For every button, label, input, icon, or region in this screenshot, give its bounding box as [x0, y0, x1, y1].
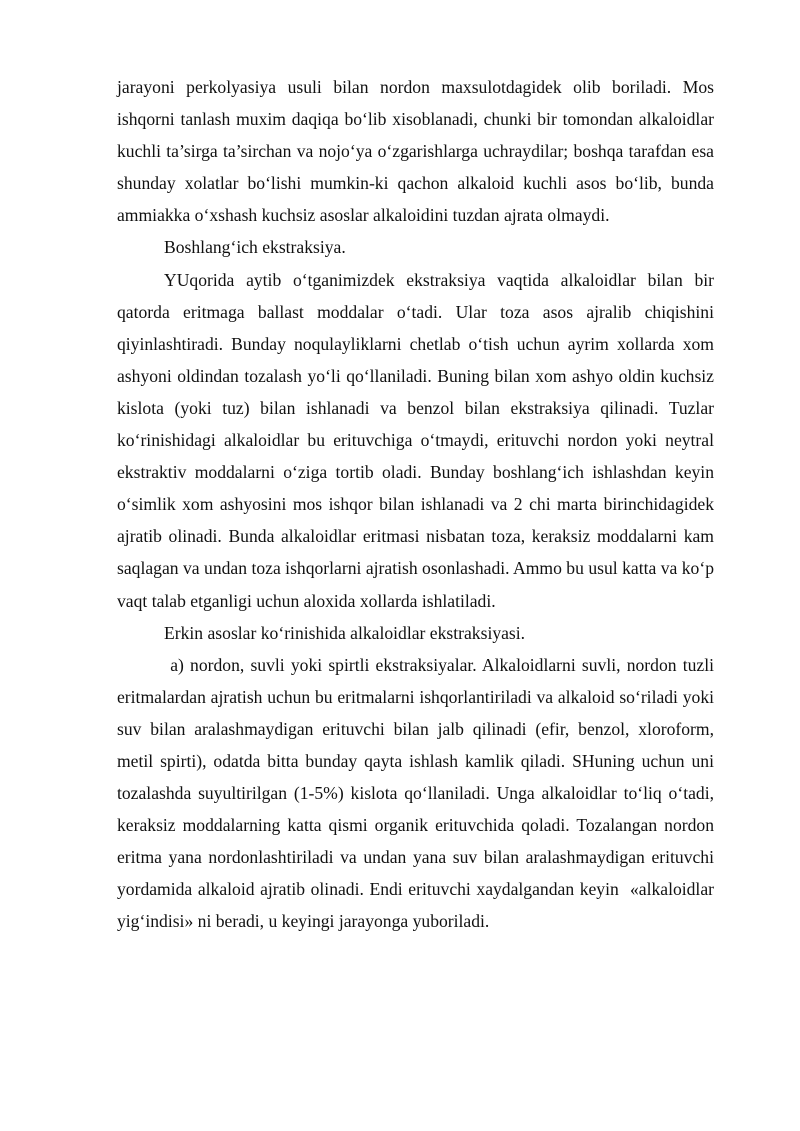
section-heading: Boshlang‘ich ekstraksiya. — [164, 237, 346, 258]
body-paragraph: YUqorida aytib o‘tganimizdek ekstraksiya vaqtida alkaloidlar bilan bir qatorda eritmaga ballast moddalar o‘tadi. Ular toza asos ajralib chiqishini qiyinlashtiradi. Bunday noqulayliklarni chetlab o‘tish uchun ayrim xollarda xom ashyoni oldindan tozalash yo‘li qo‘llaniladi. Buning bilan xom ashyo oldin kuchsiz kislota (yoki tuz) bilan ishlanadi va benzol bilan ekstraksiya qilinadi. Tuzlar ko‘rinishidagi alkaloidlar bu erituvchiga o‘tmaydi, erituvchi nordon yoki neytral ekstraktiv moddalarni o‘ziga tortib oladi. Bunday boshlang‘ich ishlashdan keyin o‘simlik xom ashyosini mos ishqor bilan ishlanadi va 2 chi marta birinchidagidek ajratib olinadi. Bunda alkaloidlar eritmasi nisbatan toza, keraksiz moddalarni kam saqlagan va undan toza ishqorlarni ajratish osonlashadi. Ammo bu usul katta va ko‘p vaqt talab etganligi uchun aloxida xollarda ishlatiladi. — [117, 269, 714, 611]
section-heading: Erkin asoslar ko‘rinishida alkaloidlar ekstraksiyasi. — [164, 622, 526, 643]
body-paragraph: jarayoni perkolyasiya usuli bilan nordon maxsulotdagidek olib boriladi. Mos ishqorni tanlash muxim daqiqa bo‘lib xisoblanadi, chunki bir tomondan alkaloidlar kuchli ta’sirga ta’sirchan va nojo‘ya o‘zgarishlarga uchraydilar; boshqa tarafdan esa shunday xolatlar bo‘lishi mumkin-ki qachon alkaloid kuchli asos bo‘lib, bunda ammiakka o‘xshash kuchsiz asoslar alkaloidini tuzdan ajrata olmaydi. — [117, 77, 714, 226]
document-body — [117, 71, 719, 938]
body-paragraph: a) nordon, suvli yoki spirtli ekstraksiyalar. Alkaloidlarni suvli, nordon tuzli eritmalardan ajratish uchun bu eritmalarni ishqorlantiriladi va alkaloid so‘riladi yoki suv bilan aralashmaydigan erituvchi bilan jalb qilinadi (efir, benzol, xloroform, metil spirti), odatda bitta bunday qayta ishlash kamlik qiladi. SHuning uchun uni tozalashda suyultirilgan (1-5%) kislota qo‘llaniladi. Unga alkaloidlar to‘liq o‘tadi, keraksiz moddalarning katta qismi organik erituvchida qoladi. Tozalangan nordon eritma yana nordonlashtiriladi va undan yana suv bilan aralashmaydigan erituvchi yordamida alkaloid ajratib olinadi. Endi erituvchi xaydalgandan keyin «alkaloidlar yig‘indisi» ni beradi, u keyingi jarayonga yuboriladi. — [117, 654, 719, 932]
